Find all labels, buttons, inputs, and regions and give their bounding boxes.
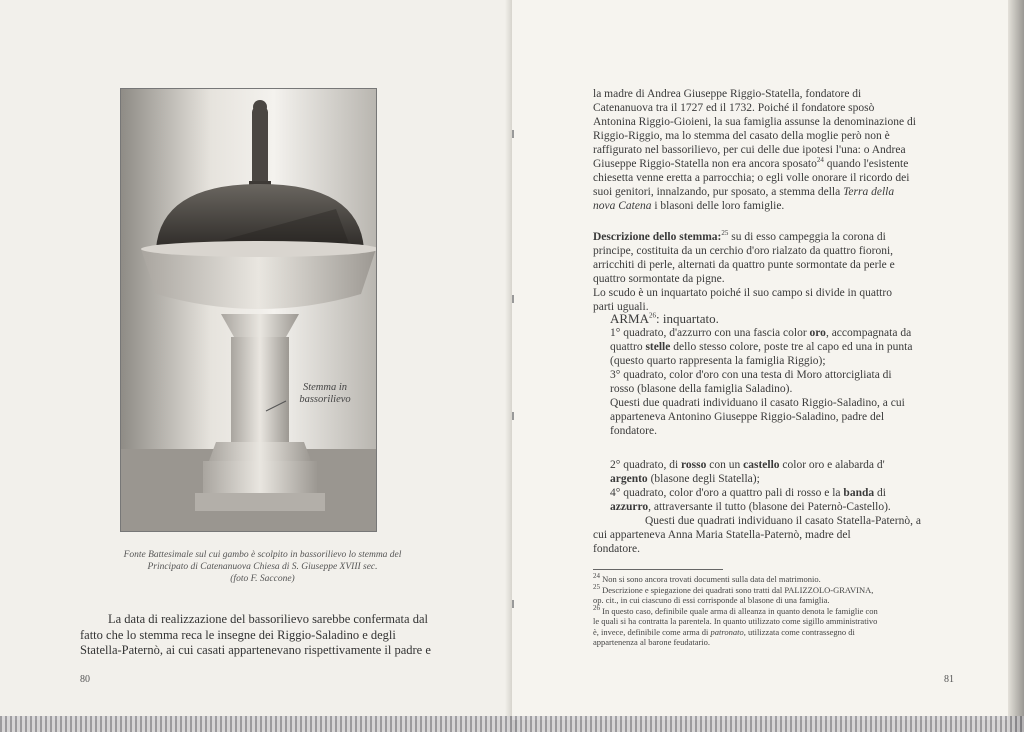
text-line	[610, 486, 955, 500]
footnote-text: le quali si ha contratta la parentela. In quanto utilizzato come sigillo amministrativo	[593, 616, 878, 626]
text-fragment: (blasone degli Statella);	[647, 473, 760, 485]
footnote-ref-24: 24	[816, 156, 824, 165]
text-line: rosso (blasone della famiglia Saladino).	[610, 383, 793, 395]
footnote-text	[593, 627, 955, 638]
text-line	[593, 157, 955, 171]
footnote-24	[593, 574, 955, 585]
text-line: Catenanuova tra il 1727 ed il 1732. Poiché il fondatore sposò	[593, 102, 875, 114]
text-line	[593, 230, 955, 244]
footnote-text: op. cit., in cui ciascuno di essi corrisponde al blasone di una famiglia.	[593, 595, 830, 605]
text-line: apparteneva Antonino Giuseppe Riggio-Saladino, padre del	[610, 411, 885, 423]
arms-section	[610, 312, 955, 438]
footnote-26	[593, 603, 955, 617]
caption-line1: Fonte Battesimale sul cui gambo è scolpito in bassorilievo lo stemma del	[123, 550, 402, 560]
text-fragment: : inquartato.	[656, 311, 719, 326]
photo-annotation-line2: bassorilievo	[299, 394, 351, 405]
text-fragment: stelle	[645, 341, 671, 353]
text-line: Questi due quadrati individuano il casato Statella-Paternò, a	[645, 515, 921, 527]
text-line: principe, costituita da un cerchio d'oro rialzato da quattro fioroni,	[593, 245, 894, 257]
text-line: parti uguali.	[593, 301, 649, 313]
text-fragment: , attraversante il tutto (blasone dei Paternò-Castello).	[648, 501, 891, 513]
text-fragment: i blasoni delle loro famiglie.	[651, 200, 785, 212]
footnote-text: In questo caso, definibile quale arma di alleanza in quanto denota le famiglie con	[600, 605, 878, 616]
text-fragment: , accompagnata da	[825, 327, 912, 339]
footnote-text: Non si sono ancora trovati documenti sulla data del matrimonio.	[600, 574, 821, 584]
description-heading: Descrizione dello stemma:	[593, 231, 722, 243]
text-line: fondatore.	[593, 543, 640, 555]
page-edge-shadow	[1008, 0, 1024, 732]
baptismal-font-photo	[120, 88, 377, 532]
text-line	[610, 326, 955, 340]
left-page	[0, 0, 512, 720]
text-fragment: Giuseppe Riggio-Statella non era ancora sposato	[593, 158, 817, 170]
text-line: fondatore.	[610, 425, 657, 437]
text-line: raffigurato nel bassorilievo, per cui delle due ipotesi l'una: o Andrea	[593, 144, 906, 156]
photo-annotation-line1: Stemma in	[302, 382, 348, 393]
text-fragment: quando l'esistente	[823, 158, 909, 170]
footnotes	[593, 574, 955, 648]
text-line	[610, 500, 955, 514]
text-fragment: di	[874, 487, 886, 499]
photo-illustration	[121, 89, 376, 531]
text-fragment: suoi genitori, innalzando, pur sposato, a stemma della	[593, 186, 844, 198]
text-line: la madre di Andrea Giuseppe Riggio-Statella, fondatore di	[593, 88, 862, 100]
text-line: Lo scudo è un inquartato poiché il suo campo si divide in quattro	[593, 287, 892, 299]
text-line	[610, 472, 955, 486]
text-fragment: su di esso campeggia la corona di	[728, 231, 886, 243]
text-line: Riggio-Riggio, ma lo stemma del casato della moglie però non è	[593, 130, 890, 142]
footnote-number: 24	[593, 572, 600, 581]
gutter-mark	[512, 295, 514, 303]
text-fragment: 4° quadrato, color d'oro a quattro pali di rosso e la	[610, 487, 844, 499]
footnote-25	[593, 582, 955, 596]
photo-caption	[95, 549, 430, 585]
caption-line3: (foto F. Saccone)	[230, 574, 295, 584]
description-paragraph	[593, 230, 955, 314]
left-paragraph	[80, 612, 442, 659]
text-line: arricchiti di perle, alternati da quattro punte sormontate da perle e	[593, 259, 895, 271]
text-fragment: patronato	[710, 626, 744, 637]
text-fragment: 2° quadrato, di	[610, 459, 682, 471]
text-fragment: quattro	[610, 341, 646, 353]
arms-section-2	[593, 458, 955, 556]
text-line: cui apparteneva Anna Maria Statella-Paternò, madre del	[593, 529, 851, 541]
text-fragment: banda	[843, 487, 875, 499]
text-line	[610, 340, 955, 354]
footnote-text: appartenenza al barone feudatario.	[593, 637, 711, 647]
gutter-mark	[512, 130, 514, 138]
text-fragment: 1° quadrato, d'azzurro con una fascia color	[610, 327, 810, 339]
text-fragment: castello	[743, 459, 780, 471]
text-fragment: Terra della	[843, 186, 895, 198]
arma-label: ARMA	[610, 311, 650, 326]
text-fragment: nova Catena	[593, 200, 652, 212]
footnote-number: 25	[593, 582, 600, 591]
footnote-ref-25: 25	[721, 229, 729, 238]
text-line	[593, 185, 955, 199]
text-line: quattro sormontate da pigne.	[593, 273, 725, 285]
text-fragment: con un	[706, 459, 744, 471]
text-line: chiesetta venne eretta a parrocchia; o egli volle onorare il ricordo dei	[593, 172, 910, 184]
gutter-mark	[512, 412, 514, 420]
footnote-ref-26: 26	[649, 311, 657, 320]
footnote-number: 26	[593, 603, 600, 612]
footnote-text: Descrizione e spiegazione dei quadrati sono tratti dal PALIZZOLO-GRAVINA,	[600, 584, 874, 595]
footnote-rule	[593, 569, 723, 570]
text-fragment: dello stesso colore, poste tre al capo ed una in punta	[670, 341, 913, 353]
text-fragment: color oro e alabarda d'	[779, 459, 885, 471]
text-line	[610, 458, 955, 472]
text-line	[593, 199, 955, 213]
right-paragraph-1	[593, 87, 955, 213]
photo-annotation	[285, 382, 365, 406]
text-fragment: è, invece, definibile come arma di	[593, 626, 711, 637]
text-fragment: argento	[610, 473, 648, 485]
caption-line2: Principato di Catenanuova Chiesa di S. Giuseppe XVIII sec.	[147, 562, 378, 572]
text-fragment: oro	[809, 327, 826, 339]
gutter-mark	[512, 600, 514, 608]
page-number-left: 80	[80, 674, 90, 685]
text-line: Questi due quadrati individuano il casato Riggio-Saladino, a cui	[610, 397, 905, 409]
text-fragment: , utilizzata come contrassegno di	[743, 626, 855, 637]
text-fragment: rosso	[681, 459, 707, 471]
page-number-right: 81	[944, 674, 954, 685]
text-line: (questo quarto rappresenta la famiglia Riggio);	[610, 355, 826, 367]
arma-line	[610, 312, 955, 326]
text-fragment: azzurro	[610, 501, 649, 513]
text-line: Antonina Riggio-Gioieni, la sua famiglia assunse la denominazione di	[593, 116, 916, 128]
left-paragraph-line2: fatto che lo stemma reca le insegne dei Riggio-Saladino e degli	[80, 627, 396, 642]
scan-bottom-edge	[0, 716, 1024, 732]
left-paragraph-line1: La data di realizzazione del bassorilievo sarebbe confermata dal	[108, 612, 428, 626]
left-paragraph-line3: Statella-Paternò, ai cui casati appartenevano rispettivamente il padre e	[80, 643, 431, 657]
text-line: 3° quadrato, color d'oro con una testa di Moro attorcigliata di	[610, 369, 892, 381]
